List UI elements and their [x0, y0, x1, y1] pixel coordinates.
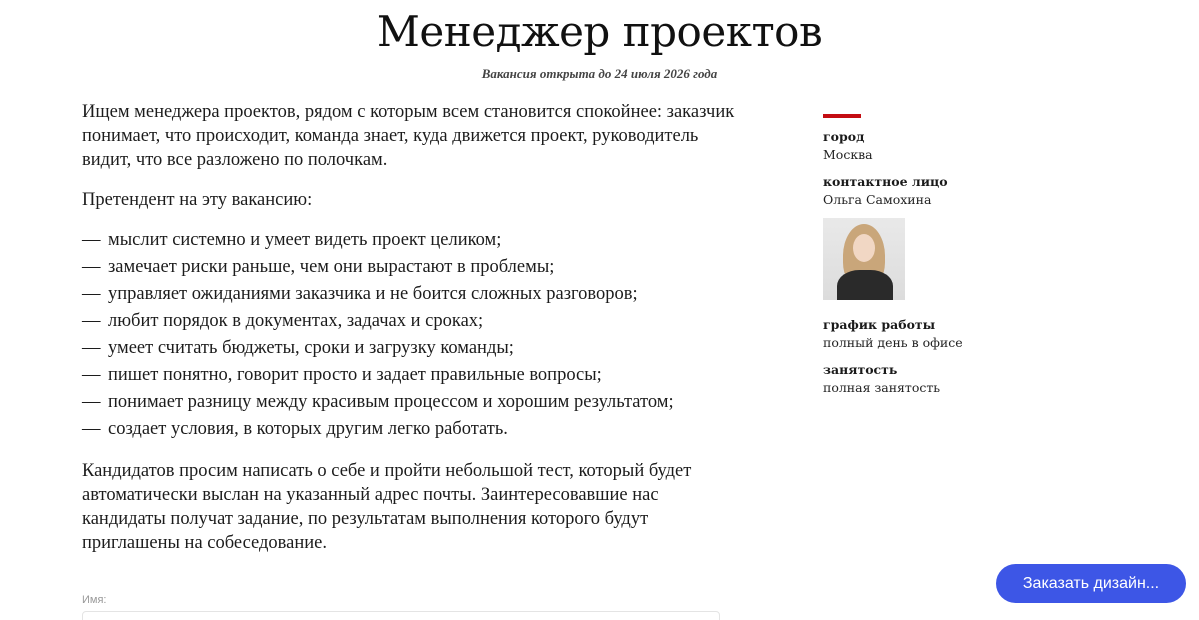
page-title: Менеджер проектов	[376, 7, 823, 56]
requirements-intro: Претендент на эту вакансию:	[82, 190, 313, 210]
name-field-label: Имя:	[82, 594, 107, 606]
dash: —	[82, 419, 101, 439]
list-item: — любит порядок в документах, задачах и сроках;	[82, 311, 484, 331]
closing-paragraph: Кандидатов просим написать о себе и пройти небольшой тест, который будет автоматически выслан на указанный адрес почты. Заинтересовавшие нас кандидаты получат задание, по результатам выполнения которого будут приглашены на собеседование.	[82, 461, 692, 553]
list-item: — управляет ожиданиями заказчика и не боится сложных разговоров;	[82, 284, 638, 304]
employment-label: занятость	[823, 362, 898, 377]
list-item: — пишет понятно, говорит просто и задает правильные вопросы;	[82, 365, 602, 385]
list-item: — умеет считать бюджеты, сроки и загрузку команды;	[82, 338, 514, 358]
vacancy-details	[823, 114, 1043, 406]
dash: —	[82, 392, 101, 412]
list-item: — замечает риски раньше, чем они вырастают в проблемы;	[82, 257, 555, 277]
vacancy-deadline: Вакансия открыта до 24 июля 2026 года	[481, 66, 718, 81]
dash: —	[82, 338, 101, 358]
dash: —	[82, 230, 101, 250]
intro-paragraph: Ищем менеджера проектов, рядом с которым всем становится спокойнее: заказчик понимает, что происходит, команда знает, куда движется проект, руководитель видит, что все разложено по полочкам.	[82, 102, 735, 170]
requirements-list	[82, 228, 742, 441]
dash: —	[82, 257, 101, 277]
dash: —	[82, 284, 101, 304]
list-item: — мыслит системно и умеет видеть проект целиком;	[82, 230, 502, 250]
avatar-body	[837, 270, 893, 300]
avatar	[823, 218, 905, 300]
accent-bar	[823, 114, 861, 118]
contact-label: контактное лицо	[823, 174, 948, 189]
employment-value: полная занятость	[823, 380, 941, 395]
list-item: — понимает разницу между красивым процессом и хорошим результатом;	[82, 392, 674, 412]
dash: —	[82, 311, 101, 331]
city-label: город	[823, 129, 865, 144]
name-input[interactable]	[82, 611, 720, 620]
avatar-face	[853, 234, 875, 262]
order-design-button[interactable]: Заказать дизайн...	[996, 564, 1186, 603]
vacancy-description	[82, 100, 742, 571]
list-item: — создает условия, в которых другим легко работать.	[82, 419, 508, 439]
schedule-label: график работы	[823, 317, 936, 332]
schedule-value: полный день в офисе	[823, 335, 963, 350]
dash: —	[82, 365, 101, 385]
contact-value: Ольга Самохина	[823, 192, 932, 207]
city-value: Москва	[823, 147, 873, 162]
